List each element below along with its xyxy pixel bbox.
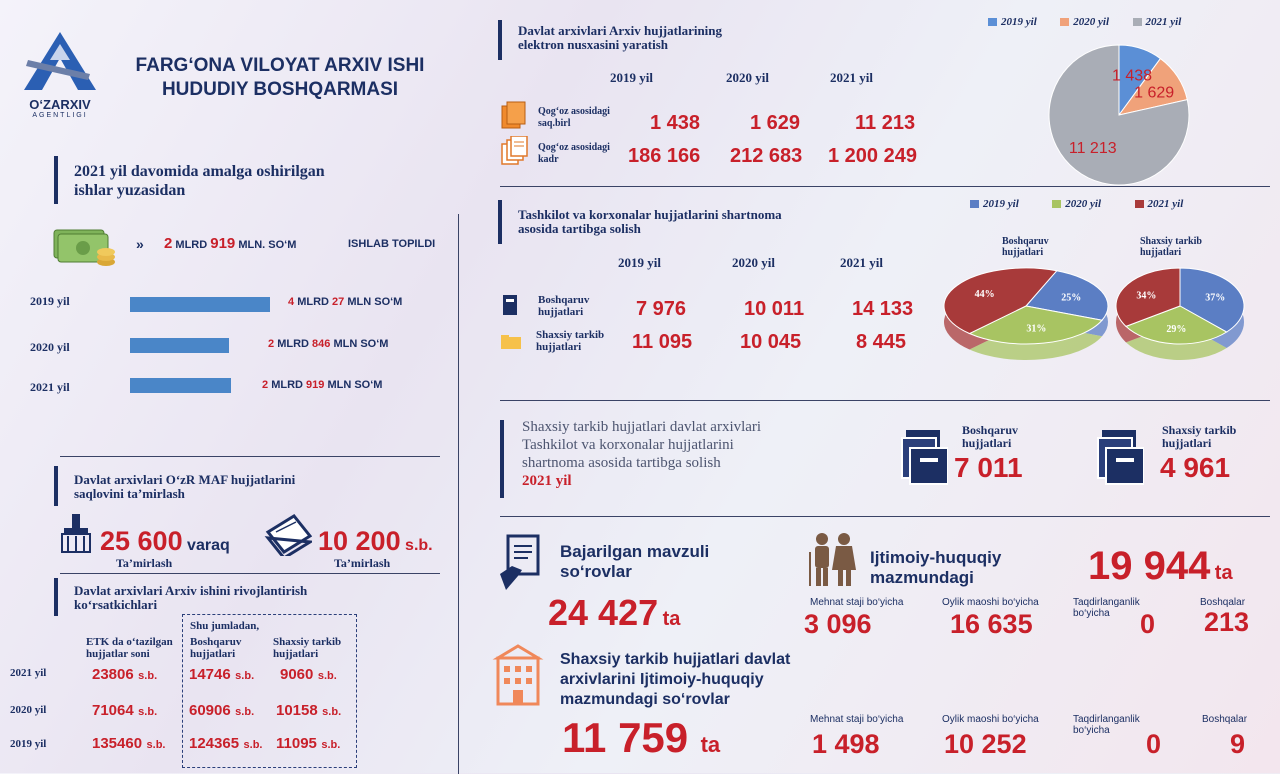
legend-sq-2021 <box>1133 18 1142 26</box>
pie23-legend-0: 2019 yil <box>983 198 1019 210</box>
contract-row1-label <box>536 329 604 353</box>
personnel-line3: mazmundagi so‘rovlar <box>560 691 730 708</box>
restore1-value: 25 600 <box>100 526 183 556</box>
legend-sq-2019 <box>988 18 997 26</box>
contract-row0-label-line1: Boshqaruv <box>538 294 590 306</box>
electronic-year-2: 2021 yil <box>830 70 873 85</box>
shaxsiy-item1-label <box>962 424 1018 450</box>
social-value: 19 944 <box>1088 544 1211 588</box>
revenue-value-0 <box>288 296 402 308</box>
pie3-label-0: 37% <box>1205 292 1226 304</box>
contract-row0-v0: 7 976 <box>636 298 687 320</box>
legend2-sq-2021 <box>1135 200 1144 208</box>
document-stack-icon <box>500 136 528 171</box>
dev-row-shax-2-value: 11095 <box>276 735 317 752</box>
social-col-label-1: Oylik maoshi bo‘yicha <box>942 597 1039 608</box>
pie2-label-1: 31% <box>1026 323 1047 335</box>
archive-box-icon-2 <box>1094 428 1144 491</box>
social-line2: mazmundagi <box>870 568 974 587</box>
restore-heading-accent <box>54 466 58 506</box>
dev-row-bosh-2-unit: s.b. <box>243 739 263 751</box>
electronic-row0-v2: 11 213 <box>855 112 916 134</box>
social-value-2: 0 <box>1140 609 1156 639</box>
revenue-value-0-mln-unit: MLN SO‘M <box>347 296 403 308</box>
dev-col3-line1: Shaxsiy tarkib <box>273 636 342 648</box>
logo-icon <box>20 30 100 92</box>
divider-left-2 <box>60 573 440 574</box>
pie1-legend-0: 2019 yil <box>1001 16 1037 28</box>
revenue-year-0: 2019 yil <box>30 294 70 308</box>
dev-row-shax-1 <box>276 702 341 720</box>
personnel-value-2: 0 <box>1146 729 1162 759</box>
contract-year-2: 2021 yil <box>840 255 883 270</box>
dev-row-year-2: 2019 yil <box>10 738 47 750</box>
electronic-heading-accent <box>498 20 502 60</box>
dev-row-bosh-0-value: 14746 <box>189 666 231 683</box>
dev-col1-header <box>86 636 173 660</box>
pie3-title <box>1140 236 1220 258</box>
book-stack-icon <box>264 512 312 561</box>
revenue-bar-2 <box>130 378 231 393</box>
pie23-legend-1: 2020 yil <box>1065 198 1101 210</box>
pie3-title-text: Shaxsiy tarkib hujjatlari <box>1140 236 1202 258</box>
shaxsiy-line3: shartnoma asosida tartibga solish <box>522 455 721 471</box>
divider-center <box>458 214 459 774</box>
legend-sq-2020 <box>1060 18 1069 26</box>
revenue-value-2 <box>262 379 382 391</box>
binder-icon <box>502 294 518 321</box>
dev-row-bosh-0-unit: s.b. <box>235 670 255 682</box>
dev-col3-line2: hujjatlari <box>273 648 319 660</box>
building-icon <box>490 644 546 713</box>
dev-row-shax-1-value: 10158 <box>276 702 318 719</box>
pie23-legend <box>970 198 1183 210</box>
revenue-year-2: 2021 yil <box>30 380 70 394</box>
personnel-col-label-3: Boshqalar <box>1202 714 1248 725</box>
electronic-row1-label-line1: Qog‘oz asosidagi <box>538 142 610 153</box>
dev-row-shax-2-unit: s.b. <box>321 739 341 751</box>
social-value-0: 3 096 <box>804 609 872 639</box>
contract-year-0: 2019 yil <box>618 255 661 270</box>
contract-row1-v0: 11 095 <box>632 331 693 353</box>
pie1-label-2: 11 213 <box>1068 140 1117 158</box>
revenue-bar-0 <box>130 297 270 312</box>
revenue-value-1-mln: 846 <box>312 338 331 350</box>
left-heading-line1: 2021 yil davomida amalga oshirilgan <box>74 163 325 180</box>
electronic-row0-v0: 1 438 <box>650 112 701 134</box>
thematic-total <box>548 592 680 634</box>
pie1-legend-1: 2020 yil <box>1073 16 1109 28</box>
dev-row-etk-1-value: 71064 <box>92 702 134 719</box>
personnel-value: 11 759 <box>562 714 689 761</box>
personnel-col-label-0: Mehnat staji bo‘yicha <box>810 714 904 725</box>
dev-row-etk-2 <box>92 735 165 753</box>
logo-sub: AGENTLIGI <box>32 112 88 119</box>
folder-stack-icon <box>500 100 528 135</box>
pie2-title-text: Boshqaruv hujjatlari <box>1002 236 1049 258</box>
revenue-mlrd-unit: MLRD <box>175 239 208 251</box>
dev-row-etk-2-unit: s.b. <box>146 739 166 751</box>
revenue-mln-unit: MLN. SO‘M <box>238 239 297 251</box>
revenue-mlrd: 2 <box>164 235 173 252</box>
page-title <box>100 54 460 102</box>
revenue-value-1 <box>268 338 388 350</box>
dev-row-shax-0 <box>280 666 337 684</box>
personnel-line2: arxivlarini Ijtimoiy-huquqiy <box>560 671 764 688</box>
contract-heading-line1: Tashkilot va korxonalar hujjatlarini shartnoma <box>518 207 782 222</box>
elderly-couple-icon <box>806 532 862 593</box>
divider-left-1 <box>60 456 440 457</box>
restore2-value: 10 200 <box>318 526 401 556</box>
legend2-sq-2020 <box>1052 200 1061 208</box>
document-hand-icon <box>498 534 544 599</box>
shaxsiy-item1-label-line1: Boshqaruv <box>962 423 1019 437</box>
restore2 <box>318 526 433 557</box>
title-line1: FARG‘ONA VILOYAT ARXIV ISHI <box>135 55 425 76</box>
personnel-unit: ta <box>700 732 721 757</box>
contract-row0-v2: 14 133 <box>852 298 914 320</box>
dev-row-bosh-1-unit: s.b. <box>235 706 255 718</box>
revenue-value-2-mlrd-unit: MLRD <box>271 379 303 391</box>
left-heading-line2: ishlar yuzasidan <box>74 182 186 199</box>
electronic-row1-v0: 186 166 <box>628 145 701 167</box>
dev-row-etk-0 <box>92 666 157 684</box>
divider-right-1 <box>500 186 1270 187</box>
pie1-legend-2: 2021 yil <box>1145 16 1182 28</box>
dev-row-bosh-0 <box>189 666 254 684</box>
pie23-legend-2: 2021 yil <box>1147 198 1184 210</box>
pie2-label-2: 44% <box>974 288 995 300</box>
personnel-total <box>562 714 720 762</box>
folder-icon <box>500 334 522 355</box>
dev-row-bosh-2 <box>189 735 262 753</box>
thematic-line2: so‘rovlar <box>560 562 632 581</box>
dev-row-shax-1-unit: s.b. <box>322 706 342 718</box>
dev-heading-line2: ko‘rsatkichlari <box>74 597 158 612</box>
shaxsiy-accent <box>500 420 504 498</box>
social-col-label-3: Boshqalar <box>1200 597 1246 608</box>
dev-col2-header <box>190 636 241 660</box>
contract-row0-label-line2: hujjatlari <box>538 306 584 318</box>
title-line2: HUDUDIY BOSHQARMASI <box>161 79 399 100</box>
personnel-value-1: 10 252 <box>944 729 1027 759</box>
restore-heading-line1: Davlat arxivlari O‘zR MAF hujjatlarini <box>74 472 296 487</box>
dev-heading-accent <box>54 578 58 616</box>
revenue-total <box>164 235 296 252</box>
contract-heading-accent <box>498 200 502 244</box>
contract-row0-label <box>538 294 589 318</box>
dev-col2-line2: hujjatlari <box>190 648 236 660</box>
pie1-label-1: 1 629 <box>1134 84 1175 102</box>
electronic-heading-line2: elektron nusxasini yaratish <box>518 37 669 52</box>
personnel-value-0: 1 498 <box>812 729 880 759</box>
restore-heading-line2: saqlovini ta’mirlash <box>74 486 185 501</box>
social-label <box>870 548 1001 588</box>
logo <box>20 30 100 120</box>
contract-row1-label-line2: hujjatlari <box>536 341 582 353</box>
electronic-row0-label <box>538 106 610 130</box>
electronic-row0-label-line2: saq.birl <box>538 118 571 129</box>
revenue-bar-1 <box>130 338 229 353</box>
shaxsiy-item1-value: 7 011 <box>954 452 1023 483</box>
dev-row-etk-1-unit: s.b. <box>138 706 158 718</box>
shaxsiy-text <box>522 418 761 490</box>
pie-boshqaruv <box>940 262 1112 372</box>
thematic-line1: Bajarilgan mavzuli <box>560 542 710 561</box>
shaxsiy-item2-label-line1: Shaxsiy tarkib <box>1162 423 1237 437</box>
social-value-1: 16 635 <box>950 609 1033 639</box>
dev-row-shax-0-value: 9060 <box>280 666 314 683</box>
brush-icon <box>58 514 94 559</box>
dev-row-year-1: 2020 yil <box>10 704 47 716</box>
contract-year-1: 2020 yil <box>732 255 775 270</box>
dev-row-etk-1 <box>92 702 157 720</box>
electronic-heading <box>518 24 722 52</box>
divider-right-3 <box>500 516 1270 517</box>
revenue-value-1-mlrd: 2 <box>268 338 275 350</box>
dev-row-etk-2-value: 135460 <box>92 735 143 752</box>
chevron-right-icon: » <box>136 236 144 252</box>
dev-row-year-0: 2021 yil <box>10 667 47 679</box>
contract-row1-label-line1: Shaxsiy tarkib <box>536 329 605 341</box>
social-total <box>1088 544 1233 589</box>
electronic-row1-label-line2: kadr <box>538 154 559 165</box>
dev-col2-line1: Boshqaruv <box>190 636 242 648</box>
shaxsiy-item2-label-line2: hujjatlari <box>1162 436 1212 450</box>
restore2-unit: s.b. <box>405 537 433 554</box>
revenue-label: ISHLAB TOPILDI <box>348 238 436 250</box>
dev-col1-line2: hujjatlar soni <box>86 648 150 660</box>
shaxsiy-line2: Tashkilot va korxonalar hujjatlarini <box>522 437 734 453</box>
electronic-row1-v1: 212 683 <box>730 145 803 167</box>
social-value-3: 213 <box>1204 607 1250 637</box>
shaxsiy-year: 2021 yil <box>522 473 572 489</box>
revenue-year-1: 2020 yil <box>30 340 70 354</box>
dev-row-shax-2 <box>276 735 340 753</box>
restore2-caption: Ta’mirlash <box>334 556 391 570</box>
pie3-label-1: 29% <box>1166 324 1187 336</box>
pie2-title <box>1002 236 1066 258</box>
contract-heading-line2: asosida tartibga solish <box>518 221 641 236</box>
dev-row-etk-0-unit: s.b. <box>138 670 158 682</box>
contract-heading <box>518 208 782 236</box>
money-icon <box>52 226 120 273</box>
personnel-label <box>560 650 790 710</box>
electronic-year-1: 2020 yil <box>726 70 769 85</box>
dev-row-shax-0-unit: s.b. <box>317 670 337 682</box>
revenue-value-1-mln-unit: MLN SO‘M <box>333 338 389 350</box>
social-col-label-2: Taqdirlanganlik bo‘yicha <box>1073 597 1140 619</box>
restore-heading <box>74 473 295 501</box>
personnel-value-3: 9 <box>1230 729 1246 759</box>
pie1-label-0: 1 438 <box>1112 67 1153 85</box>
left-heading <box>74 162 325 200</box>
social-col-label-0: Mehnat staji bo‘yicha <box>810 597 904 608</box>
social-line1: Ijtimoiy-huquqiy <box>870 548 1002 567</box>
dev-row-bosh-2-value: 124365 <box>189 735 240 752</box>
pie-electronic <box>1044 40 1194 190</box>
revenue-value-0-mln: 27 <box>332 296 345 308</box>
restore1-caption: Ta’mirlash <box>116 556 173 570</box>
dev-heading <box>74 584 307 612</box>
shaxsiy-item2-value: 4 961 <box>1160 452 1231 483</box>
shaxsiy-line1: Shaxsiy tarkib hujjatlari davlat arxivlari <box>522 419 762 435</box>
pie3-label-2: 34% <box>1136 290 1157 302</box>
left-heading-accent <box>54 156 58 204</box>
personnel-col-label-1: Oylik maoshi bo‘yicha <box>942 714 1039 725</box>
revenue-value-0-mlrd: 4 <box>288 296 295 308</box>
contract-row0-v1: 10 011 <box>744 298 805 320</box>
personnel-col-label-2: Taqdirlanganlik bo‘yicha <box>1073 714 1140 736</box>
thematic-label <box>560 542 709 582</box>
logo-name: O‘ZARXIV <box>29 97 91 112</box>
divider-right-2 <box>500 400 1270 401</box>
revenue-value-2-mlrd: 2 <box>262 379 269 391</box>
social-unit: ta <box>1214 562 1233 584</box>
pie-shaxsiy <box>1112 262 1252 372</box>
electronic-heading-line1: Davlat arxivlari Arxiv hujjatlarining <box>518 23 723 38</box>
dev-row-etk-0-value: 23806 <box>92 666 134 683</box>
dev-heading-line1: Davlat arxivlari Arxiv ishini rivojlantirish <box>74 583 308 598</box>
electronic-row0-label-line1: Qog‘oz asosidagi <box>538 106 610 117</box>
shaxsiy-item1-label-line2: hujjatlari <box>962 436 1012 450</box>
thematic-unit: ta <box>662 608 681 630</box>
restore1 <box>100 526 230 557</box>
electronic-row1-v2: 1 200 249 <box>828 145 917 167</box>
pie1-legend <box>988 16 1181 28</box>
revenue-mln: 919 <box>210 235 236 252</box>
dev-col1-line1: ETK da o‘tazilgan <box>86 636 173 648</box>
revenue-value-0-mlrd-unit: MLRD <box>297 296 329 308</box>
electronic-row0-v1: 1 629 <box>750 112 801 134</box>
legend2-sq-2019 <box>970 200 979 208</box>
revenue-value-2-mln-unit: MLN SO‘M <box>327 379 383 391</box>
archive-box-icon-1 <box>898 428 948 491</box>
dev-col3-header <box>273 636 341 660</box>
shaxsiy-item2-label <box>1162 424 1236 450</box>
pie2-label-0: 25% <box>1061 292 1082 304</box>
contract-row1-v1: 10 045 <box>740 331 802 353</box>
restore1-unit: varaq <box>187 537 230 554</box>
dev-row-bosh-1 <box>189 702 254 720</box>
contract-row1-v2: 8 445 <box>856 331 907 353</box>
revenue-value-2-mln: 919 <box>306 379 325 391</box>
dev-row-bosh-1-value: 60906 <box>189 702 231 719</box>
electronic-row1-label <box>538 142 610 166</box>
revenue-value-1-mlrd-unit: MLRD <box>277 338 309 350</box>
personnel-line1: Shaxsiy tarkib hujjatlari davlat <box>560 651 791 668</box>
electronic-year-0: 2019 yil <box>610 70 653 85</box>
dev-subset-label: Shu jumladan, <box>190 620 260 632</box>
thematic-value: 24 427 <box>548 592 659 633</box>
